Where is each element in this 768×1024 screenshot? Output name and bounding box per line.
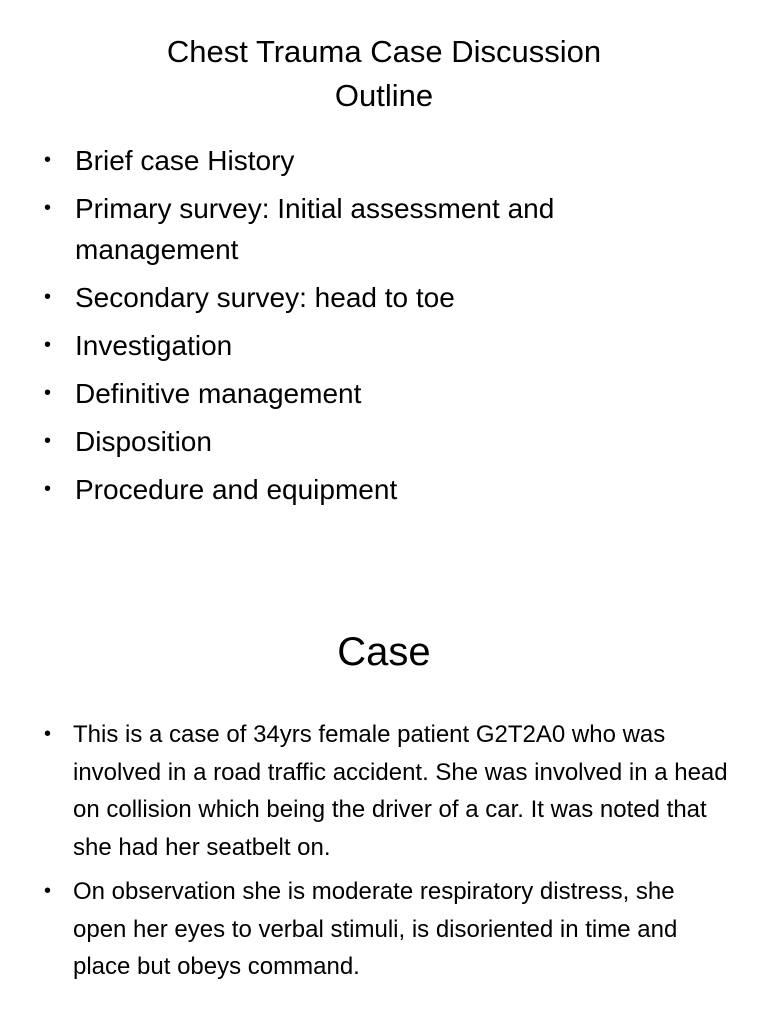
- case-bullet-list: [44, 716, 728, 993]
- bullet-text: Disposition: [75, 426, 212, 457]
- bullet-text: Definitive management: [75, 378, 362, 409]
- bullet-icon: •: [44, 334, 52, 356]
- slide-title: [60, 30, 708, 118]
- bullet-icon: •: [44, 880, 52, 902]
- bullet-icon: •: [44, 286, 52, 308]
- title-line-2: Outline: [334, 78, 434, 113]
- bullet-icon: •: [44, 382, 52, 404]
- list-item: [44, 469, 684, 510]
- bullet-icon: •: [44, 723, 52, 745]
- bullet-icon: •: [44, 478, 52, 500]
- bullet-icon: •: [44, 197, 52, 219]
- bullet-text: Procedure and equipment: [75, 474, 398, 505]
- bullet-text: Primary survey: Initial assessment and management: [75, 193, 555, 265]
- bullet-icon: •: [44, 430, 52, 452]
- bullet-text: Investigation: [75, 330, 233, 361]
- list-item: [44, 277, 684, 318]
- list-item: [44, 325, 684, 366]
- bullet-text: This is a case of 34yrs female patient G2T2A0 who was involved in a road traffic accident. She was involved in a head on collision which being the driver of a car. It was noted that she had her seatbelt on.: [73, 721, 728, 861]
- bullet-text: Secondary survey: head to toe: [75, 282, 455, 313]
- title-line-1: Chest Trauma Case Discussion: [166, 34, 602, 69]
- list-item: [44, 873, 728, 986]
- list-item: [44, 421, 684, 462]
- outline-bullet-list: [44, 140, 684, 517]
- bullet-text: Brief case History: [75, 145, 295, 176]
- list-item: [44, 140, 684, 181]
- bullet-text: On observation she is moderate respiratory distress, she open her eyes to verbal stimuli, is disoriented in time and place but obeys command.: [73, 878, 678, 980]
- list-item: [44, 716, 728, 866]
- list-item: [44, 373, 684, 414]
- slide-title: Case: [337, 630, 431, 674]
- list-item: [44, 188, 684, 270]
- slide-case: [0, 576, 768, 1024]
- bullet-icon: •: [44, 149, 52, 171]
